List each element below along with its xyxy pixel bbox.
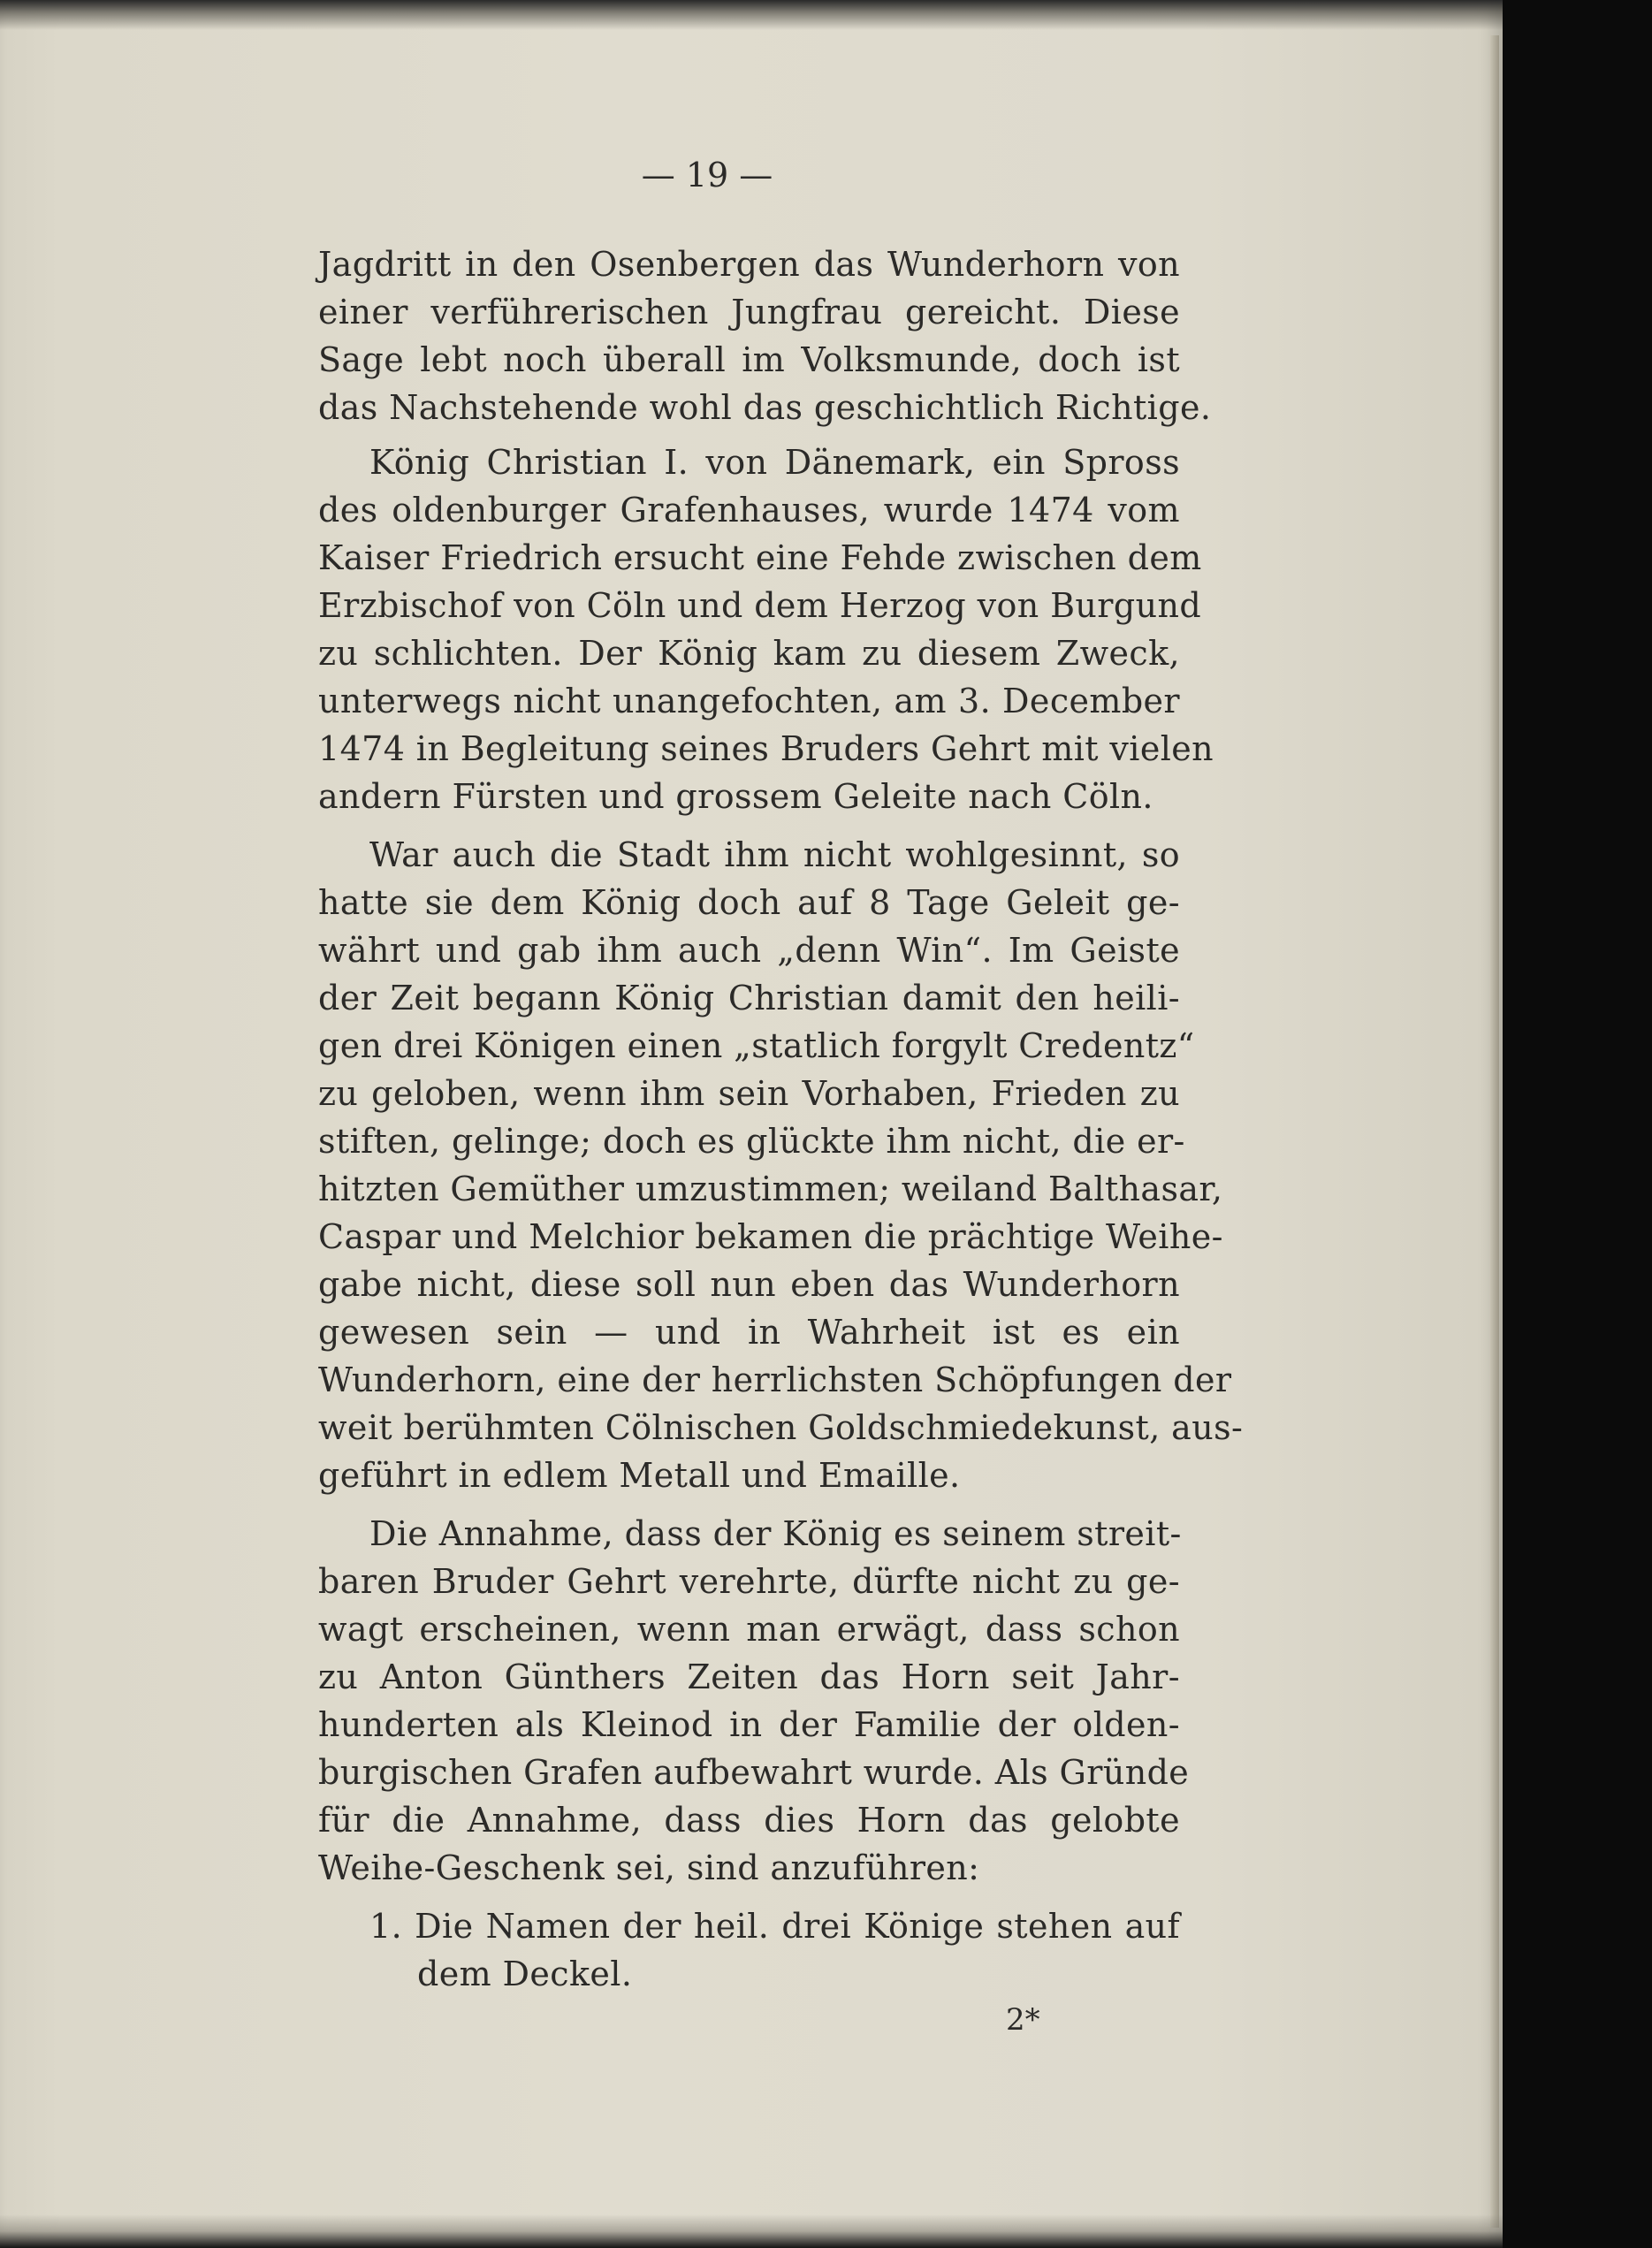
text-line: geführt in edlem Metall und Emaille.	[318, 1456, 961, 1495]
text-line: Weihe-Geschenk sei, sind anzuführen:	[318, 1848, 980, 1887]
bottom-shadow	[0, 2214, 1503, 2248]
text-line: zu Anton Günthers Zeiten das Horn seit Jahr-	[318, 1657, 1180, 1696]
text-line: der Zeit begann König Christian damit den heili-	[318, 979, 1180, 1017]
text-line: Caspar und Melchior bekamen die prächtige Weihe-	[318, 1217, 1223, 1256]
text-line: Die Annahme, dass der König es seinem streit-	[369, 1514, 1182, 1553]
top-shadow	[0, 0, 1503, 30]
text-line: stiften, gelinge; doch es glückte ihm nicht, die er-	[318, 1122, 1185, 1161]
text-line: hunderten als Kleinod in der Familie der olden-	[318, 1705, 1180, 1744]
text-line: 1474 in Begleitung seines Bruders Gehrt mit vielen	[318, 729, 1214, 768]
text-line: gen drei Königen einen „statlich forgylt Credentz“	[318, 1026, 1195, 1065]
text-line: weit berühmten Cölnischen Goldschmiedekunst, aus-	[318, 1408, 1244, 1447]
text-line: währt und gab ihm auch „denn Win“. Im Geiste	[318, 931, 1180, 970]
text-line: für die Annahme, dass dies Horn das gelobte	[318, 1801, 1180, 1840]
text-line: König Christian I. von Dänemark, ein Spross	[369, 443, 1180, 482]
page-edge	[1490, 35, 1499, 2228]
text-line: einer verführerischen Jungfrau gereicht. Diese	[318, 293, 1180, 331]
text-line: unterwegs nicht unangefochten, am 3. December	[318, 682, 1180, 720]
text-line: Jagdritt in den Osenbergen das Wunderhorn von	[318, 245, 1180, 284]
text-line: hatte sie dem König doch auf 8 Tage Geleit ge-	[318, 883, 1180, 922]
text-line: das Nachstehende wohl das geschichtlich Richtige.	[318, 388, 1212, 427]
text-line: War auch die Stadt ihm nicht wohlgesinnt, so	[369, 835, 1180, 874]
list-item-continuation: dem Deckel.	[417, 1955, 633, 1993]
text-line: Wunderhorn, eine der herrlichsten Schöpfungen der	[318, 1360, 1232, 1399]
text-line: des oldenburger Grafenhauses, wurde 1474 vom	[318, 491, 1180, 530]
text-line: gewesen sein — und in Wahrheit ist es ein	[318, 1313, 1180, 1352]
text-line: gabe nicht, diese soll nun eben das Wunderhorn	[318, 1265, 1180, 1304]
text-line: zu geloben, wenn ihm sein Vorhaben, Frieden zu	[318, 1074, 1180, 1113]
text-line: Kaiser Friedrich ersucht eine Fehde zwischen dem	[318, 538, 1202, 577]
text-line: Erzbischof von Cöln und dem Herzog von Burgund	[318, 586, 1202, 625]
text-line: Sage lebt noch überall im Volksmunde, doch ist	[318, 340, 1180, 379]
list-item: 1. Die Namen der heil. drei Könige stehen auf	[369, 1907, 1180, 1946]
text-line: zu schlichten. Der König kam zu diesem Zweck,	[318, 634, 1180, 673]
text-line: hitzten Gemüther umzustimmen; weiland Balthasar,	[318, 1170, 1223, 1208]
page-number: — 19 —	[641, 156, 773, 194]
text-line: andern Fürsten und grossem Geleite nach Cöln.	[318, 777, 1153, 816]
signature-mark: 2*	[1006, 2002, 1040, 2038]
text-line: baren Bruder Gehrt verehrte, dürfte nicht zu ge-	[318, 1562, 1180, 1601]
text-line: burgischen Grafen aufbewahrt wurde. Als Gründe	[318, 1753, 1190, 1792]
text-line: wagt erscheinen, wenn man erwägt, dass schon	[318, 1610, 1180, 1649]
